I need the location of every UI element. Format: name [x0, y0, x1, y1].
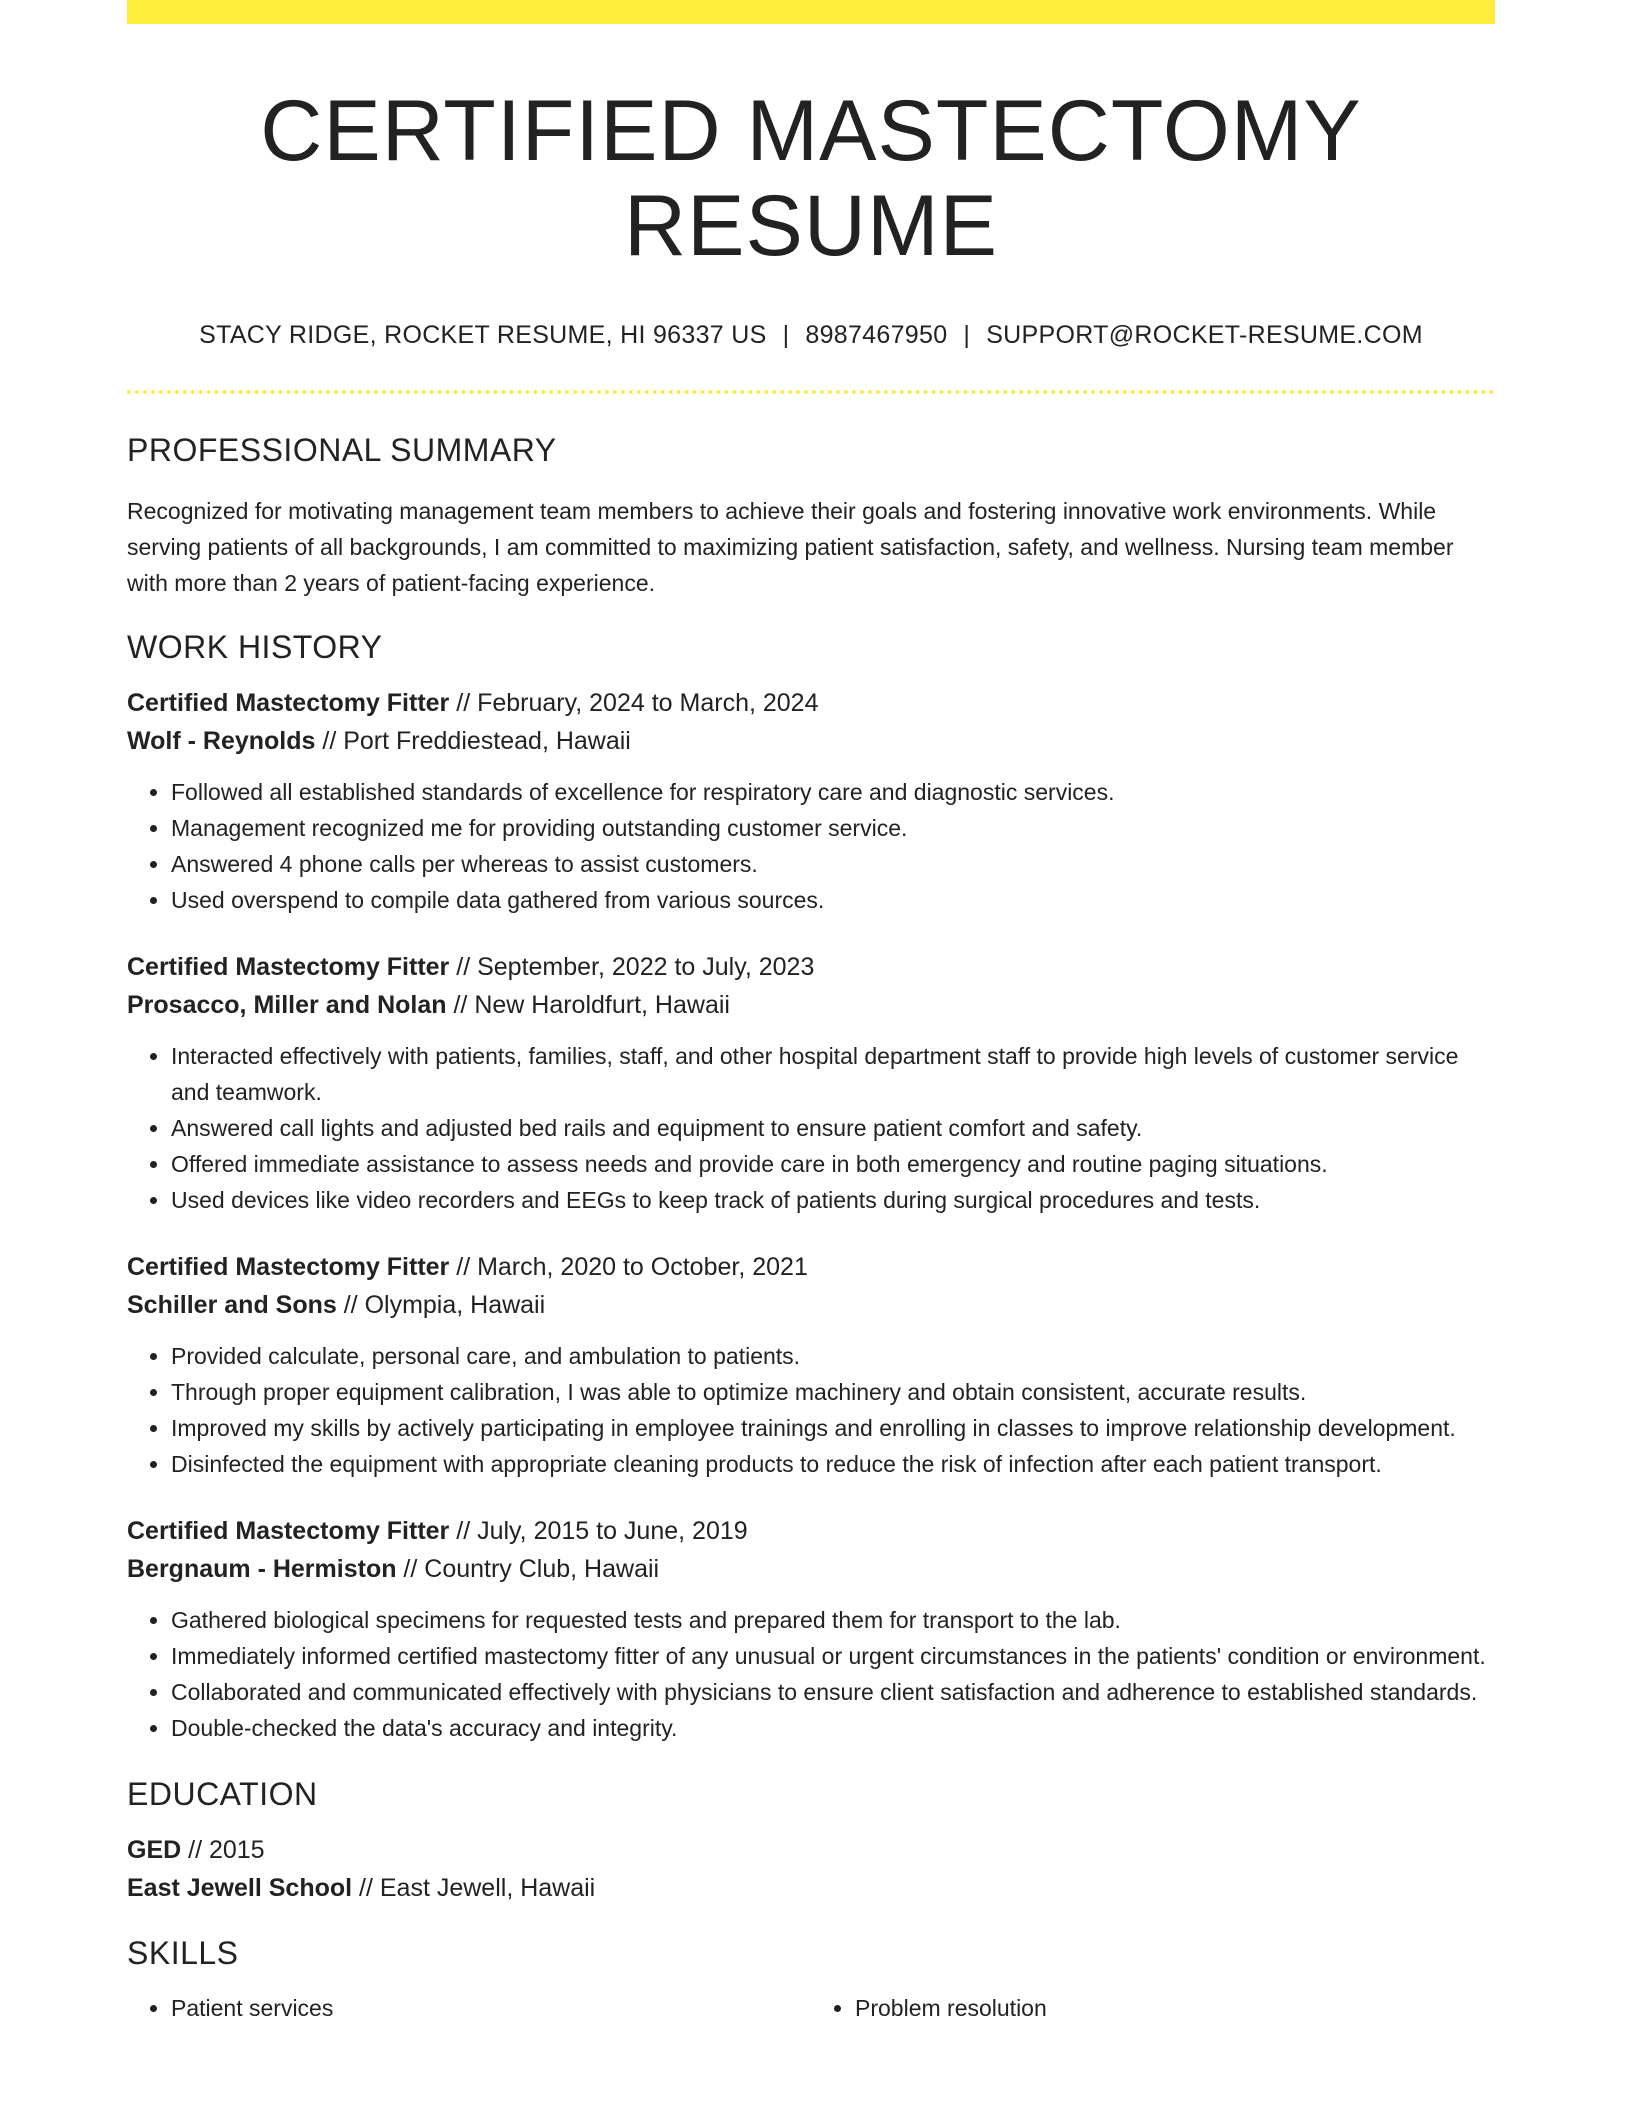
list-item: • Through proper equipment calibration, I was able to optimize machinery and obtain consistent, accurate results. [171, 1374, 1495, 1410]
job-title-line [127, 684, 1495, 722]
list-item: • Patient services [171, 1990, 811, 2026]
list-item: • Management recognized me for providing outstanding customer service. [171, 810, 1495, 846]
skills-column-right [811, 1990, 1495, 2026]
job-title: Certified Mastectomy Fitter [127, 1253, 450, 1282]
list-item: • Gathered biological specimens for requested tests and prepared them for transport to the lab. [171, 1602, 1495, 1638]
list-item: • Offered immediate assistance to assess needs and provide care in both emergency and routine paging situations. [171, 1146, 1495, 1182]
education-degree: GED [127, 1836, 182, 1865]
contact-address: STACY RIDGE, ROCKET RESUME, HI 96337 US [199, 321, 767, 350]
section-heading-work-history: WORK HISTORY [127, 629, 383, 666]
accent-top-bar [127, 0, 1495, 24]
job-bullets [127, 1602, 1495, 1746]
contact-phone[interactable]: 8987467950 [805, 321, 948, 350]
job-dates: // February, 2024 to March, 2024 [449, 689, 819, 718]
list-item: • Double-checked the data's accuracy and integrity. [171, 1710, 1495, 1746]
job-title-line [127, 948, 1495, 986]
education-school: East Jewell School [127, 1874, 353, 1903]
job-dates: // March, 2020 to October, 2021 [449, 1253, 808, 1282]
summary-text: Recognized for motivating management team members to achieve their goals and fostering innovative work environments. While serving patients of all backgrounds, I am committed to maximizing patient satisfaction, safety, and wellness. Nursing team member with more than 2 years of patient-facing experience. [127, 498, 1454, 597]
contact-line [127, 321, 1495, 350]
list-item: • Followed all established standards of excellence for respiratory care and diagnostic services. [171, 774, 1495, 810]
resume-page [127, 0, 1495, 2026]
job-company-line [127, 1550, 1495, 1588]
list-item: • Disinfected the equipment with appropriate cleaning products to reduce the risk of infection after each patient transport. [171, 1446, 1495, 1482]
list-item: • Answered 4 phone calls per whereas to assist customers. [171, 846, 1495, 882]
job-company: Schiller and Sons [127, 1291, 337, 1320]
education-school-line [127, 1869, 1495, 1907]
work-history-list [127, 684, 1495, 1746]
job-company: Bergnaum - Hermiston [127, 1555, 397, 1584]
job-title: Certified Mastectomy Fitter [127, 953, 450, 982]
contact-separator: | [782, 321, 790, 350]
job-company-line [127, 986, 1495, 1024]
list-item: • Collaborated and communicated effectively with physicians to ensure client satisfaction and adherence to established standards. [171, 1674, 1495, 1710]
job-entry [127, 684, 1495, 918]
job-company-line [127, 722, 1495, 760]
job-title-line [127, 1248, 1495, 1286]
job-dates: // September, 2022 to July, 2023 [449, 953, 815, 982]
section-heading-summary: PROFESSIONAL SUMMARY [127, 432, 557, 469]
section-heading-skills: SKILLS [127, 1935, 239, 1972]
job-entry [127, 1248, 1495, 1482]
job-title-line [127, 1512, 1495, 1550]
job-location: // Olympia, Hawaii [336, 1291, 546, 1320]
skills-column-left [127, 1990, 811, 2026]
job-bullets [127, 1338, 1495, 1482]
list-item: • Used overspend to compile data gathered from various sources. [171, 882, 1495, 918]
list-item: • Provided calculate, personal care, and ambulation to patients. [171, 1338, 1495, 1374]
section-heading-education: EDUCATION [127, 1776, 318, 1813]
job-company-line [127, 1286, 1495, 1324]
job-dates: // July, 2015 to June, 2019 [449, 1517, 748, 1546]
job-bullets [127, 774, 1495, 918]
job-title: Certified Mastectomy Fitter [127, 689, 450, 718]
education-degree-line [127, 1831, 1495, 1869]
job-entry [127, 948, 1495, 1218]
job-title: Certified Mastectomy Fitter [127, 1517, 450, 1546]
job-bullets [127, 1038, 1495, 1218]
list-item: • Immediately informed certified mastectomy fitter of any unusual or urgent circumstances in the patients' condition or environment. [171, 1638, 1495, 1674]
education-location: // East Jewell, Hawaii [352, 1874, 596, 1903]
contact-email[interactable]: SUPPORT@ROCKET-RESUME.COM [986, 321, 1423, 350]
job-entry [127, 1512, 1495, 1746]
list-item: • Interacted effectively with patients, families, staff, and other hospital department staff to provide high levels of customer service and teamwork. [171, 1038, 1495, 1110]
job-location: // New Haroldfurt, Hawaii [446, 991, 730, 1020]
list-item: • Problem resolution [855, 1990, 1495, 2026]
job-company: Prosacco, Miller and Nolan [127, 991, 447, 1020]
job-company: Wolf - Reynolds [127, 727, 316, 756]
contact-separator: | [963, 321, 971, 350]
list-item: • Improved my skills by actively participating in employee trainings and enrolling in classes to improve relationship development. [171, 1410, 1495, 1446]
list-item: • Answered call lights and adjusted bed rails and equipment to ensure patient comfort and safety. [171, 1110, 1495, 1146]
job-location: // Port Freddiestead, Hawaii [315, 727, 631, 756]
resume-title: CERTIFIED MASTECTOMY RESUME [260, 83, 1362, 274]
skills-list [127, 1990, 1495, 2026]
job-location: // Country Club, Hawaii [396, 1555, 660, 1584]
education-year: // 2015 [181, 1836, 265, 1865]
list-item: • Used devices like video recorders and EEGs to keep track of patients during surgical procedures and tests. [171, 1182, 1495, 1218]
